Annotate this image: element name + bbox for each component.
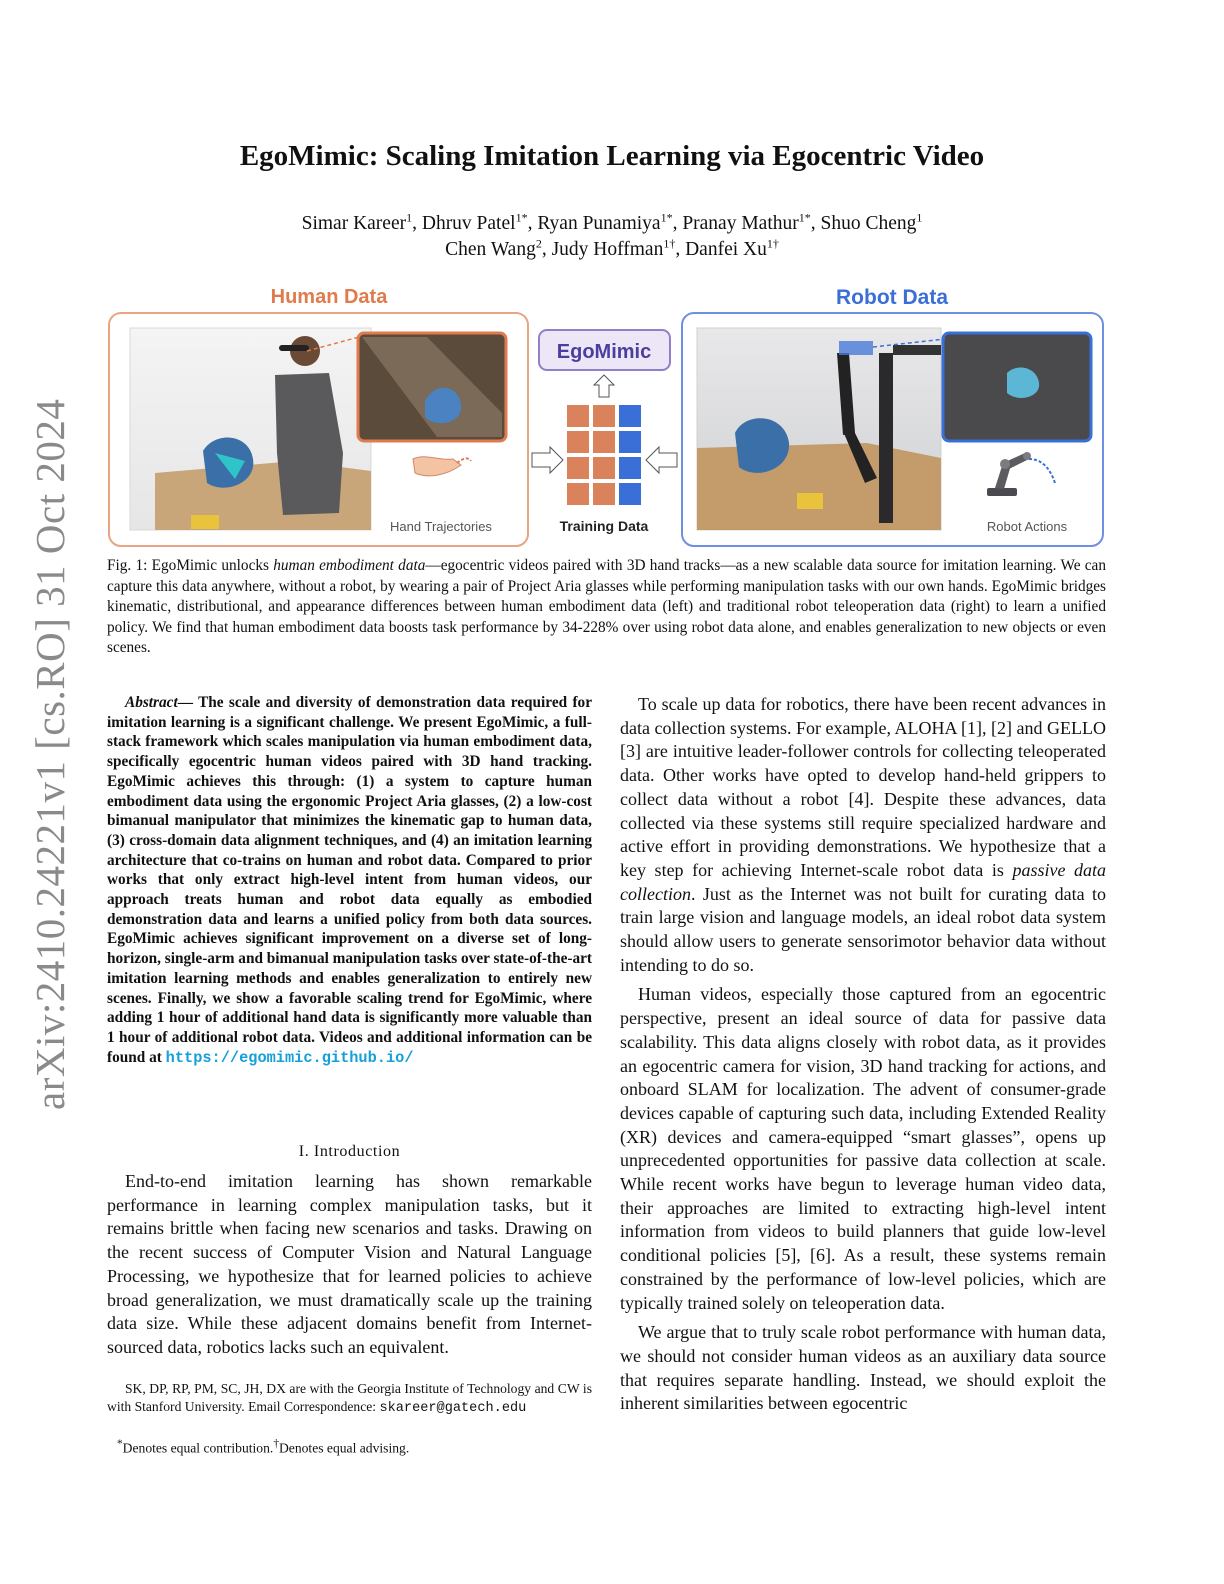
robot-cell bbox=[619, 431, 641, 453]
paragraph: To scale up data for robotics, there have been recent advances in data collection systems. For example, ALOHA [1], [2] and GELLO [3] are intuitive leader-follower controls for collecting teleoperated data. Other works have opted to develop hand-held grippers to collect data without a robot [4]. Despite these advances, data collected via these systems still require specialized hardware and active effort in providing demonstrations. We hypothesize that a key step for achieving Internet-scale robot data is passive data collection. Just as the Internet was not built for curating data to train large vision and language models, an ideal robot data system should allow users to generate sensorimotor behavior data without intending to do so. bbox=[620, 694, 1106, 975]
robot-cell bbox=[619, 405, 641, 427]
author: Ryan Punamiya$^{1*}$ bbox=[537, 210, 673, 234]
egomimic-label: EgoMimic bbox=[556, 341, 652, 363]
hand-icon bbox=[413, 457, 461, 476]
section-heading-introduction: I. Introduction bbox=[298, 1143, 401, 1160]
abstract-body: The scale and diversity of demonstration data required for imitation learning is a significant challenge. We present EgoMimic, a full-stack framework which scales manipulation via human embodiment data, specifically egocentric human videos paired with 3D hand tracking. EgoMimic achieves this through: (1) a system to capture human embodiment data using the ergonomic Project Aria glasses, (2) a low-cost bimanual manipulator that minimizes the kinematic gap to human data, (3) cross-domain data alignment techniques, and (4) an imitation learning architecture that co-trains on human and robot data. Compared to prior works that only extract high-level intent from human videos, our approach treats human and robot data equally as embodied demonstration data and learns a unified policy from both data sources. EgoMimic achieves significant improvement on a diverse set of long-horizon, single-arm and bimanual manipulation tasks over state-of-the-art imitation learning methods and enables generalization to entirely new scenes. Finally, we show a favorable scaling trend for EgoMimic, where adding 1 hour of additional hand data is significantly more valuable than 1 hour of additional robot data. Videos and additional information can be found at bbox=[107, 694, 592, 1066]
paper-title: EgoMimic: Scaling Imitation Learning via Egocentric Video bbox=[239, 140, 985, 172]
robot-cell bbox=[619, 457, 641, 479]
author-line-1: Simar Kareer$^1$, Dhruv Patel$^{1*}$, Ryan Punamiya$^{1*}$, Pranay Mathur$^{1*}$, Shuo Cheng$^1$ bbox=[301, 210, 923, 234]
email[interactable]: skareer@gatech.edu bbox=[379, 1401, 527, 1416]
human-cell bbox=[567, 483, 589, 505]
human-cell bbox=[567, 405, 589, 427]
human-cell bbox=[567, 431, 589, 453]
right-arrow-icon bbox=[532, 447, 563, 473]
left-arrow-icon bbox=[646, 447, 677, 473]
figure-1-graphic bbox=[107, 283, 1107, 548]
hand-trajectory-icon bbox=[457, 458, 471, 463]
robot-data-label: Robot Data bbox=[836, 286, 948, 309]
human-cell bbox=[567, 457, 589, 479]
figure-caption: Fig. 1: EgoMimic unlocks human embodiment data—egocentric videos paired with 3D hand tracks—as a new scalable data source for imitation learning. We can capture this data anywhere, without a robot, by wearing a pair of Project Aria glasses while performing manipulation tasks with our own hands. EgoMimic bridges kinematic, distributional, and appearance differences between human embodiment data (left) and traditional robot teleoperation data (right) to learn a unified policy. We find that human embodiment data boosts task performance by 34-228% over using robot data alone, and enables generalization to new objects or even scenes. bbox=[107, 557, 1106, 656]
project-link[interactable]: https://egomimic.github.io/ bbox=[165, 1048, 414, 1067]
robot-frame bbox=[879, 353, 893, 523]
aria-glasses bbox=[279, 345, 309, 351]
training-data-grid bbox=[567, 405, 641, 505]
robot-arm-icon bbox=[987, 452, 1031, 496]
right-column bbox=[620, 693, 1106, 1416]
up-arrow-icon bbox=[594, 375, 614, 397]
robot-actions-label: Robot Actions bbox=[986, 519, 1068, 534]
author: Dhruv Patel$^{1*}$ bbox=[421, 210, 528, 234]
human-cell bbox=[593, 483, 615, 505]
author: Pranay Mathur$^{1*}$ bbox=[682, 210, 811, 234]
intro-paragraph-1: End-to-end imitation learning has shown remarkable performance in learning complex manipulation tasks, but it remains brittle when facing new scenarios and tasks. Drawing on the recent success of Computer Vision and Natural Language Processing, we hypothesize that for learned policies to achieve broad generalization, we must dramatically scale up the training data size. While these adjacent domains benefit from Internet-sourced data, robotics lacks such an equivalent. bbox=[107, 1171, 592, 1357]
paragraph: Human videos, especially those captured from an egocentric perspective, present an ideal source of data for passive data scalability. This data aligns closely with robot data, as it provides an egocentric camera for vision, 3D hand tracking for actions, and onboard SLAM for localization. The advent of consumer-grade devices capable of capturing such data, including Extended Reality (XR) devices and camera-equipped “smart glasses”, opens up unprecedented opportunities for passive data collection at scale. While recent works have begun to leverage human video data, their approaches are limited to extracting high-level intent information from videos to build planners that guide low-level conditional policies [5], [6]. As a result, these systems remain constrained by the performance of low-level policies, which are typically trained solely on teleoperation data. bbox=[620, 984, 1106, 1313]
author: Chen Wang$^2$ bbox=[445, 236, 542, 260]
footnote-affiliations: SK, DP, RP, PM, SC, JH, DX are with the Georgia Institute of Technology and CW is with Stanford University. Email Correspondence: skareer@gatech.edu bbox=[107, 1381, 592, 1416]
author-line-2: Chen Wang$^2$, Judy Hoffman$^{1\dagger}$, Danfei $Xu^{1\dagger}$ bbox=[445, 236, 779, 260]
human-cell bbox=[593, 431, 615, 453]
author: Shuo Cheng$^1$ bbox=[820, 210, 923, 234]
hand-trajectories-label: Hand Trajectories bbox=[390, 519, 492, 534]
human-cell bbox=[593, 405, 615, 427]
snack-bag bbox=[191, 515, 219, 529]
robot-cell bbox=[619, 483, 641, 505]
training-data-label: Training Data bbox=[559, 518, 649, 534]
abstract-label: Abstract bbox=[125, 694, 178, 711]
robot-camera bbox=[839, 341, 873, 355]
robot-snack bbox=[797, 493, 823, 509]
human-data-label: Human Data bbox=[270, 286, 388, 308]
arxiv-identifier: arXiv:2410.24221v1 [cs.RO] 31 Oct 2024 bbox=[27, 398, 73, 1110]
robot-action-trajectory-icon bbox=[1029, 459, 1055, 483]
author: Judy Hoffman$^{1\dagger}$ bbox=[551, 236, 676, 260]
abstract: Abstract— The scale and diversity of demonstration data required for imitation learning is a significant challenge. We present EgoMimic, a full-stack framework which scales manipulation via human embodiment data, specifically egocentric human videos paired with 3D hand tracking. EgoMimic achieves this through: (1) a system to capture human embodiment data using the ergonomic Project Aria glasses, (2) a low-cost bimanual manipulator that minimizes the kinematic gap to human data, (3) cross-domain data alignment techniques, and (4) an imitation learning architecture that co-trains on human and robot data. Compared to prior works that only extract high-level intent from human videos, our approach treats human and robot data equally as embodied demonstration data and learns a unified policy from both data sources. EgoMimic achieves significant improvement on a diverse set of long-horizon, single-arm and bimanual manipulation tasks over state-of-the-art imitation learning methods and enables generalization to entirely new scenes. Finally, we show a favorable scaling trend for EgoMimic, where adding 1 hour of additional hand data is significantly more valuable than 1 hour of additional robot data. Videos and additional information can be found at https://egomimic.github.io/ bbox=[107, 694, 592, 1067]
author: Danfei $Xu^{1\dagger}$ bbox=[685, 236, 779, 260]
paragraph: We argue that to truly scale robot performance with human data, we should not consider human videos as an auxiliary data source that requires separate handling. Instead, we should exploit the inherent similarities between egocentric bbox=[620, 1322, 1106, 1414]
footnote-contribution: *Denotes equal contribution.†Denotes equal advising. bbox=[117, 1438, 410, 1456]
robot-table bbox=[697, 443, 941, 530]
figure-1 bbox=[107, 283, 1107, 548]
human-cell bbox=[593, 457, 615, 479]
author: Simar Kareer$^1$ bbox=[301, 210, 413, 234]
robot-frame-top bbox=[893, 345, 941, 355]
